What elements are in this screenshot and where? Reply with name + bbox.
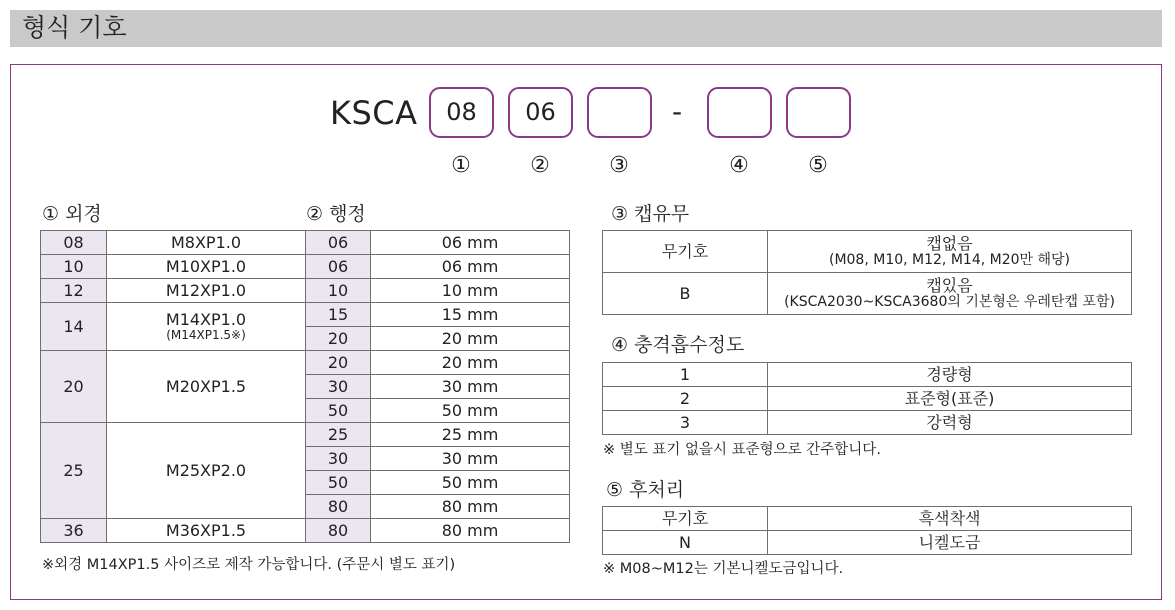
- table-row: [306, 447, 570, 471]
- diameter-sub-value: (M14XP1.5※): [166, 328, 246, 342]
- stroke-value: 15 mm: [371, 303, 570, 327]
- diameter-code: 10: [41, 255, 107, 279]
- finish-value: 니켈도금: [768, 531, 1132, 555]
- shock-code: 3: [603, 411, 768, 435]
- stroke-code: 50: [306, 471, 371, 495]
- diameter-value: M10XP1.0: [107, 255, 306, 279]
- stroke-value: 20 mm: [371, 351, 570, 375]
- model-number-2: ②: [530, 153, 550, 178]
- cap-value-cell: [768, 231, 1132, 273]
- table-row: [603, 531, 1132, 555]
- model-prefix: KSCA: [330, 94, 418, 132]
- section-title-cap: ③ 캡유무: [611, 203, 690, 225]
- cap-value-cell: [768, 273, 1132, 315]
- table-row: [306, 399, 570, 423]
- stroke-code: 20: [306, 327, 371, 351]
- table-row: [603, 273, 1132, 315]
- page-title: 형식 기호: [22, 13, 127, 42]
- table-row: [306, 255, 570, 279]
- stroke-code: 20: [306, 351, 371, 375]
- stroke-value: 10 mm: [371, 279, 570, 303]
- stroke-code: 15: [306, 303, 371, 327]
- table-row: [306, 423, 570, 447]
- stroke-code: 06: [306, 231, 371, 255]
- table-row: [306, 351, 570, 375]
- diameter-code: 12: [41, 279, 107, 303]
- finish-note: ※ M08~M12는 기본니켈도금입니다.: [603, 561, 844, 577]
- stroke-code: 10: [306, 279, 371, 303]
- section-title-shock: ④ 충격흡수정도: [611, 334, 745, 356]
- diameter-value: M25XP2.0: [107, 423, 306, 519]
- diameter-value: M12XP1.0: [107, 279, 306, 303]
- stroke-code: 50: [306, 399, 371, 423]
- model-box-4: [707, 87, 772, 138]
- stroke-value: 06 mm: [371, 231, 570, 255]
- cap-code: B: [603, 273, 768, 315]
- table-row: [306, 495, 570, 519]
- stroke-value: 06 mm: [371, 255, 570, 279]
- table-row: [41, 519, 306, 543]
- shock-code: 2: [603, 387, 768, 411]
- diameter-value: M14XP1.0: [165, 310, 247, 329]
- stroke-value: 30 mm: [371, 447, 570, 471]
- table-row: [41, 423, 306, 519]
- diameter-code: 08: [41, 231, 107, 255]
- cap-value: 캡없음: [926, 234, 973, 253]
- table-row: [306, 519, 570, 543]
- table-row: [306, 303, 570, 327]
- diameter-code: 14: [41, 303, 107, 351]
- model-number-4: ④: [729, 153, 749, 178]
- diameter-value: M8XP1.0: [107, 231, 306, 255]
- cap-value: 캡있음: [926, 276, 973, 295]
- diameter-code: 25: [41, 423, 107, 519]
- model-box-3: [587, 87, 652, 138]
- stroke-value: 50 mm: [371, 399, 570, 423]
- header-bar: [10, 10, 1162, 47]
- table-row: [603, 411, 1132, 435]
- stroke-table: [305, 230, 570, 543]
- table-row: [603, 507, 1132, 531]
- finish-table: [602, 506, 1132, 555]
- shock-value: 표준형(표준): [768, 387, 1132, 411]
- table-row: [306, 327, 570, 351]
- table-row: [306, 375, 570, 399]
- finish-value: 흑색착색: [768, 507, 1132, 531]
- stroke-code: 30: [306, 375, 371, 399]
- table-row: [306, 231, 570, 255]
- stroke-code: 25: [306, 423, 371, 447]
- stroke-code: 80: [306, 519, 371, 543]
- shock-note: ※ 별도 표기 없을시 표준형으로 간주합니다.: [603, 442, 881, 458]
- stroke-value: 25 mm: [371, 423, 570, 447]
- shock-table: [602, 362, 1132, 435]
- cap-table: [602, 230, 1132, 315]
- diameter-value: M36XP1.5: [107, 519, 306, 543]
- section-title-outer-diameter: ① 외경: [42, 203, 102, 225]
- diameter-code: 20: [41, 351, 107, 423]
- section-title-finish: ⑤ 후처리: [606, 479, 685, 501]
- stroke-code: 80: [306, 495, 371, 519]
- table-row: [41, 279, 306, 303]
- table-row: [41, 255, 306, 279]
- table-row: [41, 351, 306, 423]
- finish-code: 무기호: [603, 507, 768, 531]
- stroke-value: 20 mm: [371, 327, 570, 351]
- table-row: [603, 387, 1132, 411]
- model-number-1: ①: [451, 153, 471, 178]
- model-box-5: [786, 87, 851, 138]
- table-row: [306, 471, 570, 495]
- finish-code: N: [603, 531, 768, 555]
- stroke-code: 06: [306, 255, 371, 279]
- table-row: [306, 279, 570, 303]
- model-number-3: ③: [609, 153, 629, 178]
- model-dash: -: [672, 95, 683, 128]
- diameter-value: M20XP1.5: [107, 351, 306, 423]
- cap-code: 무기호: [603, 231, 768, 273]
- model-number-5: ⑤: [808, 153, 828, 178]
- cap-sub-value: (KSCA2030~KSCA3680의 기본형은 우레탄캡 포함): [784, 294, 1115, 310]
- diameter-code: 36: [41, 519, 107, 543]
- table-row: [41, 231, 306, 255]
- section-title-stroke: ② 행정: [306, 203, 366, 225]
- shock-value: 경량형: [768, 363, 1132, 387]
- shock-code: 1: [603, 363, 768, 387]
- stroke-code: 30: [306, 447, 371, 471]
- stroke-value: 50 mm: [371, 471, 570, 495]
- model-box-1: 08: [429, 87, 494, 138]
- stroke-value: 30 mm: [371, 375, 570, 399]
- stroke-value: 80 mm: [371, 495, 570, 519]
- model-box-2: 06: [508, 87, 573, 138]
- shock-value: 강력형: [768, 411, 1132, 435]
- table-row: [603, 231, 1132, 273]
- table-row: [41, 303, 306, 351]
- diameter-note: ※외경 M14XP1.5 사이즈로 제작 가능합니다. (주문시 별도 표기): [42, 557, 456, 573]
- stroke-value: 80 mm: [371, 519, 570, 543]
- outer-diameter-table: [40, 230, 306, 543]
- diameter-value-cell: [107, 303, 306, 351]
- cap-sub-value: (M08, M10, M12, M14, M20만 해당): [828, 252, 1070, 268]
- table-row: [603, 363, 1132, 387]
